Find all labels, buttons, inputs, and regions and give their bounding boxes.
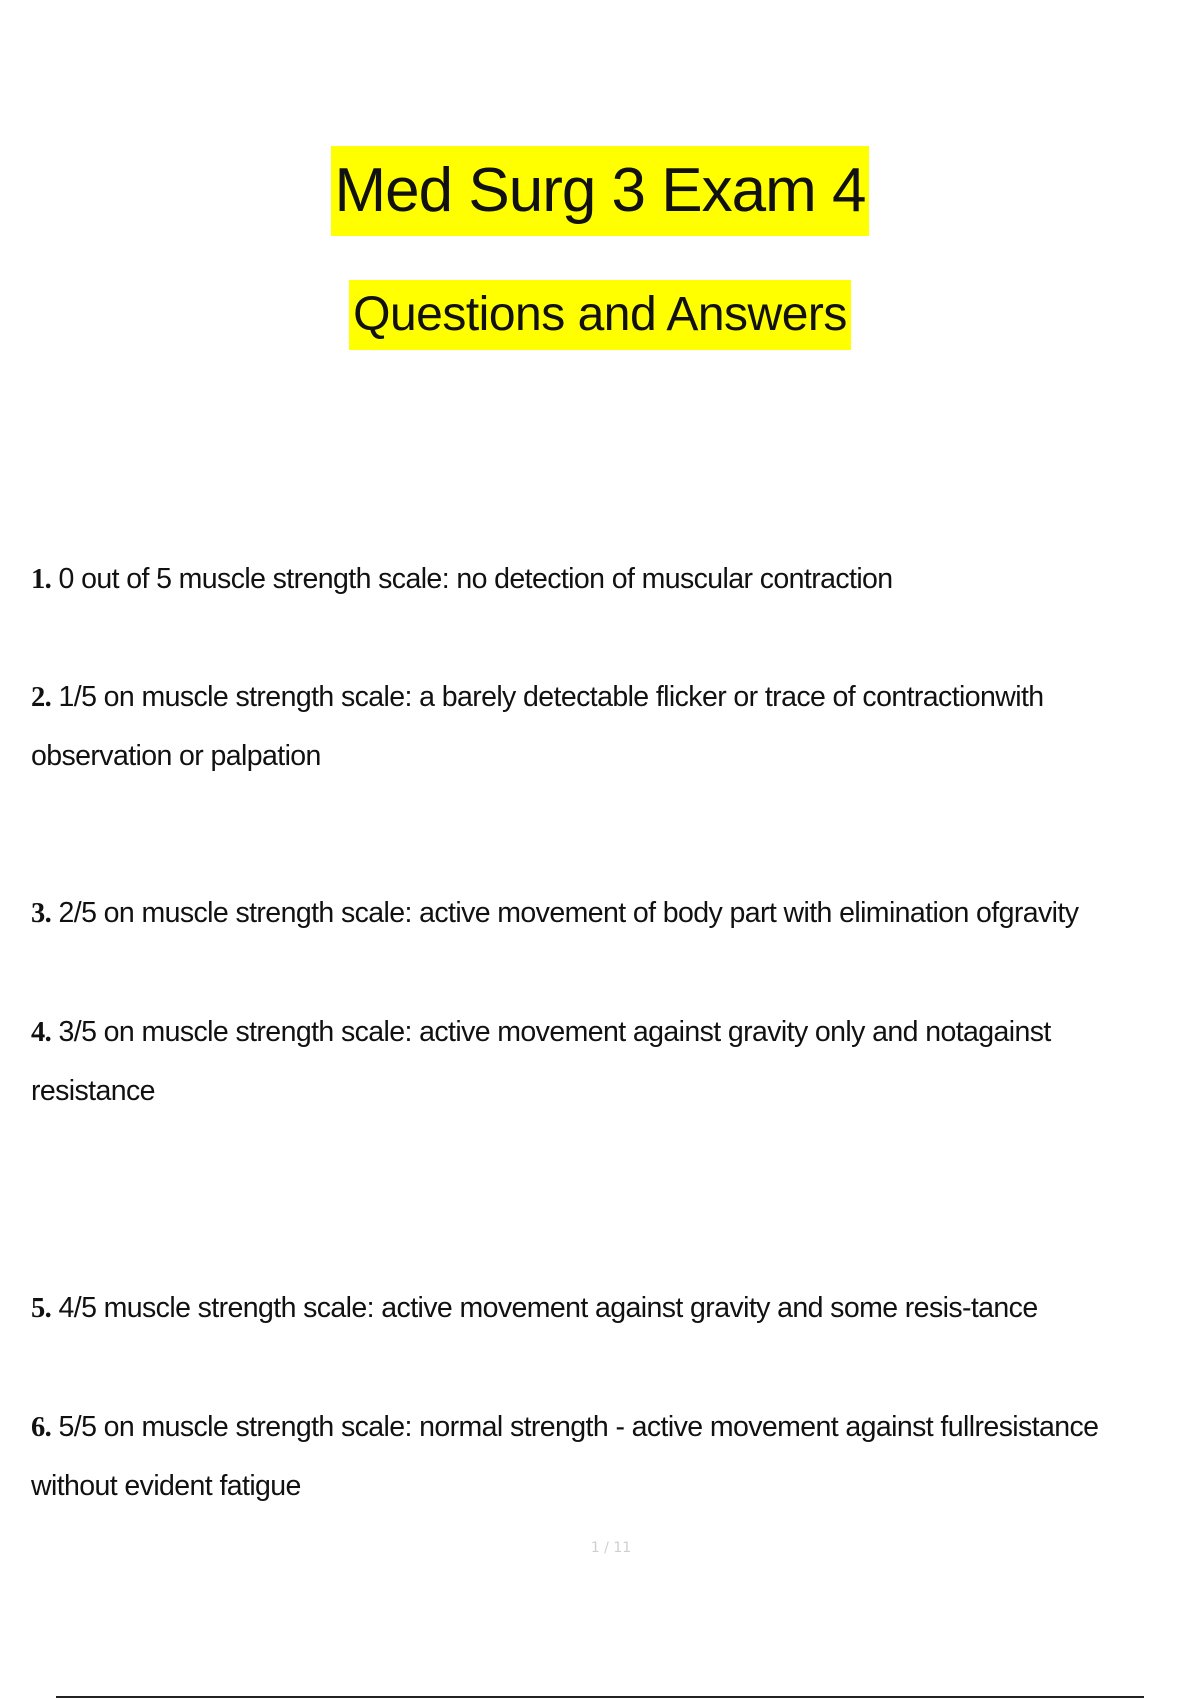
document-title [0,146,1200,236]
question-item [31,884,1181,943]
question-item [31,1003,1181,1121]
question-number: 1. [31,564,52,595]
question-item [31,550,1181,609]
question-item [31,1279,1181,1338]
page-bottom-divider [56,1696,1144,1698]
question-number: 2. [31,682,52,713]
question-text: 4/5 muscle strength scale: active movement against gravity and some resis-tance [51,1292,1038,1324]
question-text: 0 out of 5 muscle strength scale: no detection of muscular contraction [51,563,893,595]
question-number: 6. [31,1412,52,1443]
page-number: 1 / 11 [590,1540,632,1556]
document-title-text: Med Surg 3 Exam 4 [331,146,870,236]
question-text: 3/5 on muscle strength scale: active movement against gravity only and notagainst resistance [31,1016,1051,1107]
question-text: 1/5 on muscle strength scale: a barely detectable flicker or trace of contractionwith observation or palpation [31,681,1044,772]
question-number: 3. [31,898,52,929]
question-number: 5. [31,1293,52,1324]
question-text: 2/5 on muscle strength scale: active movement of body part with elimination ofgravity [51,897,1079,929]
question-item [31,668,1181,786]
document-subtitle [0,280,1200,350]
question-number: 4. [31,1017,52,1048]
question-item [31,1398,1181,1516]
document-subtitle-text: Questions and Answers [349,280,851,350]
question-text: 5/5 on muscle strength scale: normal strength - active movement against fullresistance without evident fatigue [31,1411,1099,1502]
